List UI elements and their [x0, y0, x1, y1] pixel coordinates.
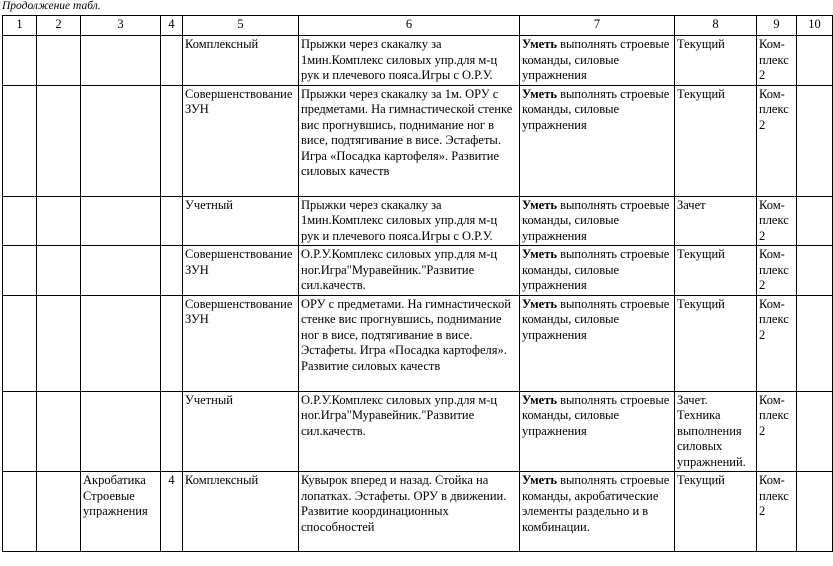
hours-cell	[161, 391, 183, 472]
skills-cell	[520, 472, 675, 552]
skill-text: выполнять строевые команды, силовые упражнения	[522, 197, 670, 243]
homework-cell: Ком-плекс 2	[757, 295, 797, 391]
hours-cell	[161, 295, 183, 391]
lesson-number-cell	[3, 391, 37, 472]
content-cell: О.Р.У.Комплекс силовых упр.для м-ц ног.Игра"Муравейник."Развитие сил.качеств.	[299, 391, 520, 472]
hours-cell	[161, 85, 183, 196]
skills-cell	[520, 36, 675, 86]
control-cell: Текущий	[675, 295, 757, 391]
lesson-number-cell	[3, 472, 37, 552]
lesson-number-cell	[3, 85, 37, 196]
hours-cell: 4	[161, 472, 183, 552]
date-cell	[797, 85, 833, 196]
date-cell	[797, 246, 833, 296]
homework-cell: Ком-плекс 2	[757, 196, 797, 246]
column-header: 5	[183, 16, 299, 36]
table-row	[3, 472, 833, 552]
table-caption: Продолжение табл.	[2, 0, 101, 12]
date-cell	[797, 196, 833, 246]
section-cell	[37, 472, 81, 552]
skill-keyword: Уметь	[522, 247, 557, 261]
section-cell	[37, 246, 81, 296]
lesson-type-cell: Совершенствование ЗУН	[183, 295, 299, 391]
column-header: 7	[520, 16, 675, 36]
section-cell	[37, 391, 81, 472]
control-cell: Зачет	[675, 196, 757, 246]
section-cell	[37, 36, 81, 86]
hours-cell	[161, 246, 183, 296]
topic-cell	[81, 295, 161, 391]
control-cell: Текущий	[675, 472, 757, 552]
column-header: 8	[675, 16, 757, 36]
topic-cell	[81, 196, 161, 246]
content-cell: Прыжки через скакалку за 1мин.Комплекс силовых упр.для м-ц рук и плечевого пояса.Игры с О.Р.У.	[299, 196, 520, 246]
skills-cell	[520, 391, 675, 472]
topic-cell	[81, 391, 161, 472]
column-header: 4	[161, 16, 183, 36]
content-cell: Прыжки через скакалку за 1мин.Комплекс силовых упр.для м-ц рук и плечевого пояса.Игры с О.Р.У.	[299, 36, 520, 86]
lesson-number-cell	[3, 246, 37, 296]
lesson-type-cell: Учетный	[183, 196, 299, 246]
content-cell: ОРУ с предметами. На гимнастической стенке вис прогнувшись, поднимание ног в висе, подтягивание в висе. Эстафеты. Игра «Посадка картофеля». Развитие силовых качеств	[299, 295, 520, 391]
lesson-number-cell	[3, 295, 37, 391]
skills-cell	[520, 196, 675, 246]
section-cell	[37, 85, 81, 196]
lesson-plan-table	[2, 15, 833, 552]
skill-keyword: Уметь	[522, 296, 557, 311]
table-row	[3, 36, 833, 86]
homework-cell: Ком-плекс 2	[757, 246, 797, 296]
table-row	[3, 295, 833, 391]
date-cell	[797, 295, 833, 391]
skill-text: выполнять строевые команды, силовые упражнения	[522, 392, 670, 438]
homework-cell: Ком-плекс 2	[757, 85, 797, 196]
table-row	[3, 85, 833, 196]
skill-keyword: Уметь	[522, 473, 557, 487]
lesson-type-cell: Учетный	[183, 391, 299, 472]
skills-cell	[520, 85, 675, 196]
skill-text: выполнять строевые команды, силовые упражнения	[522, 247, 670, 292]
column-header: 6	[299, 16, 520, 36]
lesson-type-cell: Комплексный	[183, 36, 299, 86]
section-cell	[37, 295, 81, 391]
skill-text: выполнять строевые команды, силовые упражнения	[522, 37, 670, 82]
date-cell	[797, 36, 833, 86]
skills-cell	[520, 246, 675, 296]
content-cell: Прыжки через скакалку за 1м. ОРУ с предметами. На гимнастической стенке вис прогнувшись, поднимание ног в висе, подтягивание в висе. Эстафеты. Игра «Посадка картофеля». Развитие силовых качеств	[299, 85, 520, 196]
lesson-type-cell: Совершенствование ЗУН	[183, 246, 299, 296]
column-header: 9	[757, 16, 797, 36]
table-row	[3, 391, 833, 472]
topic-cell: Акробатика Строевые упражнения	[81, 472, 161, 552]
homework-cell: Ком-плекс 2	[757, 472, 797, 552]
topic-cell	[81, 246, 161, 296]
skill-text: выполнять строевые команды, силовые упражнения	[522, 296, 670, 342]
homework-cell: Ком-плекс 2	[757, 36, 797, 86]
control-cell: Зачет. Техника выполнения силовых упражнений.	[675, 391, 757, 472]
table-row	[3, 196, 833, 246]
skill-keyword: Уметь	[522, 197, 557, 212]
date-cell	[797, 472, 833, 552]
date-cell	[797, 391, 833, 472]
hours-cell	[161, 196, 183, 246]
content-cell: О.Р.У.Комплекс силовых упр.для м-ц ног.Игра"Муравейник."Развитие сил.качеств.	[299, 246, 520, 296]
table-row	[3, 246, 833, 296]
skill-text: выполнять строевые команды, акробатические элементы раздельно и в комбинации.	[522, 473, 670, 534]
lesson-number-cell	[3, 36, 37, 86]
column-header: 2	[37, 16, 81, 36]
content-cell: Кувырок вперед и назад. Стойка на лопатках. Эстафеты. ОРУ в движении. Развитие координационных способностей	[299, 472, 520, 552]
section-cell	[37, 196, 81, 246]
lesson-type-cell: Комплексный	[183, 472, 299, 552]
skill-keyword: Уметь	[522, 86, 557, 101]
skill-text: выполнять строевые команды, силовые упражнения	[522, 86, 670, 132]
control-cell: Текущий	[675, 246, 757, 296]
lesson-type-cell: Совершенствование ЗУН	[183, 85, 299, 196]
header-row	[3, 16, 833, 36]
column-header: 1	[3, 16, 37, 36]
column-header: 10	[797, 16, 833, 36]
topic-cell	[81, 85, 161, 196]
skill-keyword: Уметь	[522, 392, 557, 407]
topic-cell	[81, 36, 161, 86]
control-cell: Текущий	[675, 85, 757, 196]
control-cell: Текущий	[675, 36, 757, 86]
hours-cell	[161, 36, 183, 86]
skill-keyword: Уметь	[522, 37, 557, 51]
lesson-number-cell	[3, 196, 37, 246]
skills-cell	[520, 295, 675, 391]
homework-cell: Ком-плекс 2	[757, 391, 797, 472]
column-header: 3	[81, 16, 161, 36]
